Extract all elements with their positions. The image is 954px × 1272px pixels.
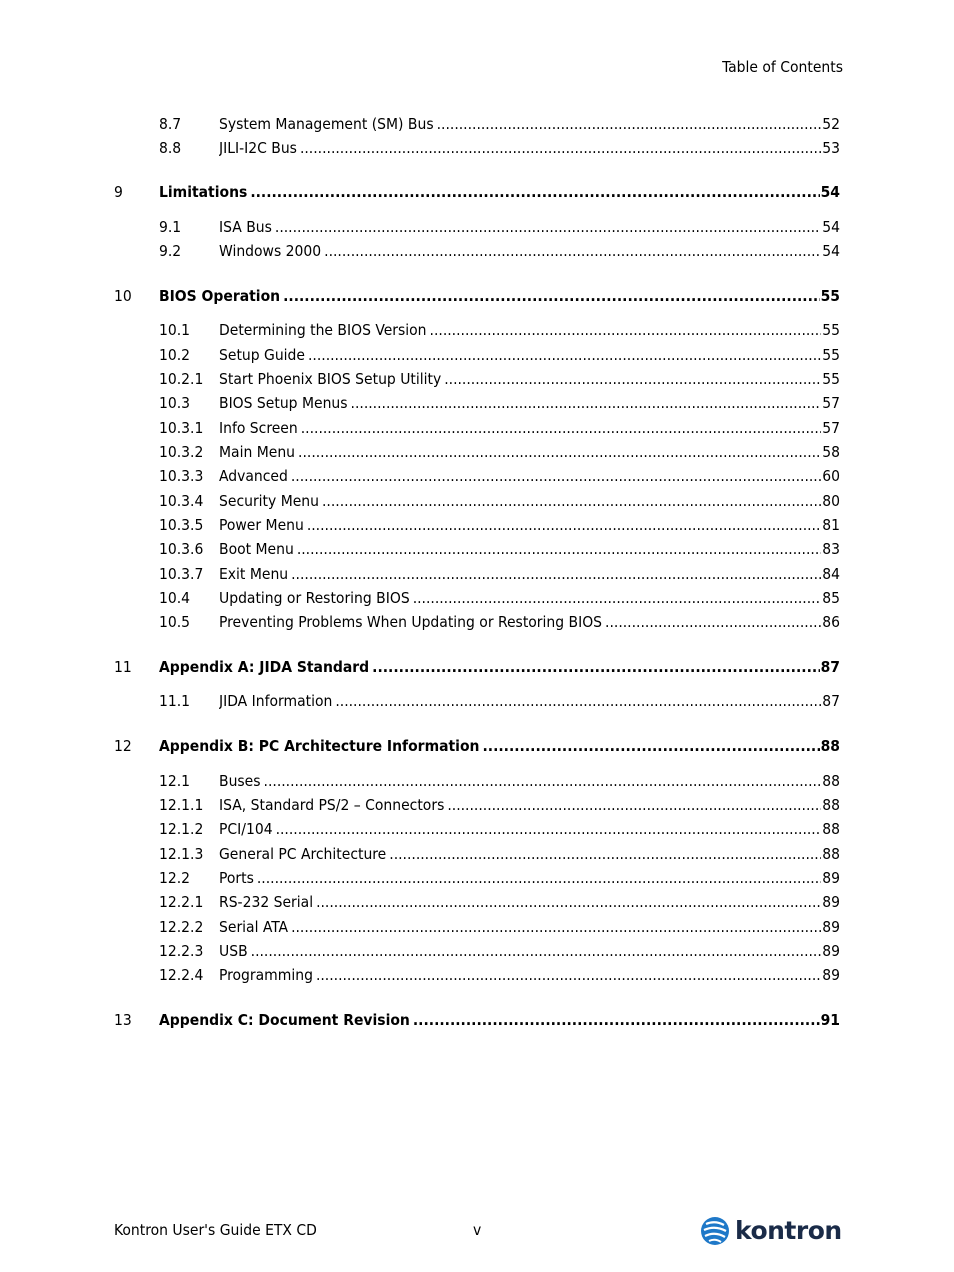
toc-entry-page: 80 xyxy=(822,492,840,510)
toc-section-entry[interactable] xyxy=(0,441,954,463)
dot-leader xyxy=(602,611,821,633)
dot-leader xyxy=(386,843,821,865)
toc-entry-page: 91 xyxy=(820,1011,840,1029)
dot-leader xyxy=(479,735,819,757)
dot-leader xyxy=(280,285,820,307)
toc-entry-title: Ports xyxy=(219,869,254,887)
toc-entry-number: 8.7 xyxy=(159,115,182,133)
toc-entry-title: ISA Bus xyxy=(219,218,272,236)
toc-section-entry[interactable] xyxy=(0,867,954,889)
dot-leader xyxy=(348,392,822,414)
toc-entry-title: Appendix A: JIDA Standard xyxy=(159,658,370,676)
toc-entry-number: 10.3.1 xyxy=(159,419,204,437)
toc-entry-title: BIOS Setup Menus xyxy=(219,394,348,412)
toc-entry-page: 89 xyxy=(822,869,840,887)
toc-entry-number: 9.1 xyxy=(159,218,182,236)
dot-leader xyxy=(261,770,822,792)
toc-entry-title: Security Menu xyxy=(219,492,319,510)
toc-entry-number: 10.5 xyxy=(159,613,191,631)
toc-entry-title: Boot Menu xyxy=(219,540,294,558)
toc-entry-leader-line xyxy=(159,656,840,678)
toc-entry-title: Serial ATA xyxy=(219,918,289,936)
toc-entry-title: Preventing Problems When Updating or Restoring BIOS xyxy=(219,613,603,631)
toc-entry-leader-line xyxy=(219,818,840,840)
toc-entry-title: Programming xyxy=(219,966,313,984)
dot-leader xyxy=(305,344,821,366)
toc-section-entry[interactable] xyxy=(0,417,954,439)
toc-entry-title: Limitations xyxy=(159,183,248,201)
toc-entry-leader-line xyxy=(219,514,840,536)
toc-entry-number: 12.1.2 xyxy=(159,820,204,838)
toc-entry-title: JILI-I2C Bus xyxy=(219,139,297,157)
toc-section-entry[interactable] xyxy=(0,113,954,135)
toc-entry-leader-line xyxy=(219,916,840,938)
toc-entry-number: 10.3.5 xyxy=(159,516,204,534)
toc-section-entry[interactable] xyxy=(0,891,954,913)
toc-entry-page: 87 xyxy=(822,692,840,710)
toc-entry-page: 58 xyxy=(822,443,840,461)
toc-entry-page: 88 xyxy=(822,845,840,863)
dot-leader xyxy=(410,1009,820,1031)
toc-section-entry[interactable] xyxy=(0,216,954,238)
toc-entry-title: Determining the BIOS Version xyxy=(219,321,427,339)
toc-entry-page: 88 xyxy=(822,820,840,838)
toc-entry-title: ISA, Standard PS/2 – Connectors xyxy=(219,796,445,814)
toc-entry-title: System Management (SM) Bus xyxy=(219,115,434,133)
toc-entry-leader-line xyxy=(219,344,840,366)
toc-entry-leader-line xyxy=(219,587,840,609)
toc-entry-leader-line xyxy=(219,368,840,390)
toc-entry-number: 10.2 xyxy=(159,346,191,364)
dot-leader xyxy=(441,368,821,390)
toc-entry-title: Info Screen xyxy=(219,419,298,437)
toc-entry-leader-line xyxy=(219,690,840,712)
dot-leader xyxy=(288,916,821,938)
toc-entry-title: Windows 2000 xyxy=(219,242,322,260)
toc-entry-leader-line xyxy=(219,538,840,560)
toc-entry-page: 86 xyxy=(822,613,840,631)
toc-entry-page: 88 xyxy=(822,772,840,790)
toc-entry-title: Appendix C: Document Revision xyxy=(159,1011,410,1029)
toc-section-entry[interactable] xyxy=(0,392,954,414)
dot-leader xyxy=(321,240,821,262)
toc-entry-number: 10.2.1 xyxy=(159,370,204,388)
toc-entry-title: USB xyxy=(219,942,248,960)
toc-entry-title: Setup Guide xyxy=(219,346,305,364)
dot-leader xyxy=(273,818,822,840)
toc-entry-page: 89 xyxy=(822,893,840,911)
toc-entry-title: Appendix B: PC Architecture Information xyxy=(159,737,480,755)
toc-entry-number: 10.3.7 xyxy=(159,565,204,583)
dot-leader xyxy=(332,690,821,712)
toc-entry-number: 10.4 xyxy=(159,589,191,607)
toc-entry-leader-line xyxy=(219,465,840,487)
toc-section-entry[interactable] xyxy=(0,940,954,962)
dot-leader xyxy=(313,964,821,986)
toc-section-entry[interactable] xyxy=(0,368,954,390)
toc-entry-page: 57 xyxy=(822,394,840,412)
toc-section-entry[interactable] xyxy=(0,611,954,633)
toc-entry-leader-line xyxy=(159,181,840,203)
dot-leader xyxy=(410,587,822,609)
toc-entry-leader-line xyxy=(219,490,840,512)
toc-entry-leader-line xyxy=(159,1009,840,1031)
toc-section-entry[interactable] xyxy=(0,514,954,536)
toc-entry-number: 12.1.1 xyxy=(159,796,204,814)
toc-entry-number: 12.1 xyxy=(159,772,191,790)
toc-section-entry[interactable] xyxy=(0,538,954,560)
toc-entry-title: Main Menu xyxy=(219,443,296,461)
toc-entry-leader-line xyxy=(219,417,840,439)
toc-entry-title: Advanced xyxy=(219,467,288,485)
toc-entry-title: Buses xyxy=(219,772,261,790)
toc-entry-page: 55 xyxy=(820,287,840,305)
toc-entry-leader-line xyxy=(219,891,840,913)
toc-section-entry[interactable] xyxy=(0,843,954,865)
dot-leader xyxy=(304,514,821,536)
toc-entry-number: 10.1 xyxy=(159,321,191,339)
dot-leader xyxy=(288,563,821,585)
toc-section-entry[interactable] xyxy=(0,344,954,366)
toc-entry-leader-line xyxy=(159,285,840,307)
toc-chapter-entry[interactable] xyxy=(0,1009,954,1031)
toc-entry-page: 55 xyxy=(822,370,840,388)
toc-entry-number: 9.2 xyxy=(159,242,182,260)
toc-entry-number: 8.8 xyxy=(159,139,182,157)
toc-entry-title: Start Phoenix BIOS Setup Utility xyxy=(219,370,442,388)
toc-entry-page: 60 xyxy=(822,467,840,485)
toc-entry-leader-line xyxy=(219,392,840,414)
toc-entry-leader-line xyxy=(219,867,840,889)
toc-entry-number: 12.2.3 xyxy=(159,942,204,960)
toc-entry-title: RS-232 Serial xyxy=(219,893,314,911)
toc-entry-page: 85 xyxy=(822,589,840,607)
toc-entry-leader-line xyxy=(159,735,840,757)
toc-entry-number: 10.3.3 xyxy=(159,467,204,485)
dot-leader xyxy=(254,867,821,889)
toc-entry-number: 10.3.2 xyxy=(159,443,204,461)
toc-entry-page: 83 xyxy=(822,540,840,558)
toc-entry-number: 12.2.1 xyxy=(159,893,204,911)
toc-entry-number: 12.2.4 xyxy=(159,966,204,984)
toc-entry-number: 12 xyxy=(114,737,132,755)
toc-entry-leader-line xyxy=(219,843,840,865)
toc-entry-page: 57 xyxy=(822,419,840,437)
toc-section-entry[interactable] xyxy=(0,916,954,938)
dot-leader xyxy=(272,216,821,238)
dot-leader xyxy=(297,137,821,159)
toc-section-entry[interactable] xyxy=(0,137,954,159)
toc-entry-title: Power Menu xyxy=(219,516,304,534)
toc-entry-title: General PC Architecture xyxy=(219,845,387,863)
toc-entry-page: 89 xyxy=(822,942,840,960)
toc-entry-leader-line xyxy=(219,964,840,986)
running-header: Table of Contents xyxy=(722,58,843,76)
toc-entry-page: 54 xyxy=(822,242,840,260)
dot-leader xyxy=(427,319,822,341)
toc-entry-title: BIOS Operation xyxy=(159,287,281,305)
toc-section-entry[interactable] xyxy=(0,770,954,792)
toc-entry-leader-line xyxy=(219,113,840,135)
toc-chapter-entry[interactable] xyxy=(0,285,954,307)
toc-entry-page: 88 xyxy=(822,796,840,814)
kontron-logo-text: kontron xyxy=(735,1215,842,1245)
toc-entry-number: 11.1 xyxy=(159,692,191,710)
toc-section-entry[interactable] xyxy=(0,690,954,712)
toc-entry-page: 52 xyxy=(822,115,840,133)
toc-entry-leader-line xyxy=(219,240,840,262)
toc-entry-number: 9 xyxy=(114,183,123,201)
toc-entry-page: 54 xyxy=(820,183,840,201)
toc-section-entry[interactable] xyxy=(0,818,954,840)
toc-entry-page: 89 xyxy=(822,966,840,984)
toc-entry-number: 10 xyxy=(114,287,132,305)
toc-section-entry[interactable] xyxy=(0,964,954,986)
toc-chapter-entry[interactable] xyxy=(0,735,954,757)
toc-entry-number: 11 xyxy=(114,658,132,676)
toc-entry-number: 10.3.4 xyxy=(159,492,204,510)
toc-entry-number: 10.3 xyxy=(159,394,191,412)
dot-leader xyxy=(295,441,821,463)
dot-leader xyxy=(319,490,821,512)
toc-entry-page: 81 xyxy=(822,516,840,534)
toc-entry-leader-line xyxy=(219,940,840,962)
toc-entry-page: 87 xyxy=(820,658,840,676)
dot-leader xyxy=(444,794,821,816)
toc-section-entry[interactable] xyxy=(0,490,954,512)
kontron-logo xyxy=(700,1215,842,1246)
toc-entry-leader-line xyxy=(219,611,840,633)
dot-leader xyxy=(247,181,819,203)
dot-leader xyxy=(294,538,821,560)
dot-leader xyxy=(369,656,819,678)
toc-entry-page: 53 xyxy=(822,139,840,157)
toc-section-entry[interactable] xyxy=(0,465,954,487)
toc-entry-page: 84 xyxy=(822,565,840,583)
toc-section-entry[interactable] xyxy=(0,240,954,262)
toc-entry-leader-line xyxy=(219,563,840,585)
toc-entry-number: 12.1.3 xyxy=(159,845,204,863)
toc-entry-page: 88 xyxy=(820,737,840,755)
footer-page-number: v xyxy=(473,1221,482,1239)
toc-entry-title: Exit Menu xyxy=(219,565,289,583)
dot-leader xyxy=(248,940,822,962)
toc-entry-title: JIDA Information xyxy=(219,692,333,710)
toc-entry-leader-line xyxy=(219,441,840,463)
toc-entry-number: 10.3.6 xyxy=(159,540,204,558)
toc-entry-title: PCI/104 xyxy=(219,820,273,838)
toc-entry-page: 89 xyxy=(822,918,840,936)
toc-entry-number: 13 xyxy=(114,1011,132,1029)
toc-entry-leader-line xyxy=(219,137,840,159)
toc-section-entry[interactable] xyxy=(0,587,954,609)
dot-leader xyxy=(288,465,821,487)
kontron-logo-icon xyxy=(700,1216,730,1246)
toc-chapter-entry[interactable] xyxy=(0,656,954,678)
toc-entry-title: Updating or Restoring BIOS xyxy=(219,589,410,607)
toc-chapter-entry[interactable] xyxy=(0,181,954,203)
toc-entry-page: 54 xyxy=(822,218,840,236)
toc-entry-page: 55 xyxy=(822,321,840,339)
toc-section-entry[interactable] xyxy=(0,794,954,816)
footer-doc-title: Kontron User's Guide ETX CD xyxy=(114,1221,317,1239)
toc-section-entry[interactable] xyxy=(0,319,954,341)
toc-entry-leader-line xyxy=(219,794,840,816)
toc-entry-leader-line xyxy=(219,770,840,792)
toc-entry-leader-line xyxy=(219,319,840,341)
dot-leader xyxy=(313,891,821,913)
dot-leader xyxy=(298,417,822,439)
toc-entry-leader-line xyxy=(219,216,840,238)
toc-entry-page: 55 xyxy=(822,346,840,364)
toc-entry-number: 12.2 xyxy=(159,869,191,887)
dot-leader xyxy=(434,113,822,135)
toc-section-entry[interactable] xyxy=(0,563,954,585)
toc-entry-number: 12.2.2 xyxy=(159,918,204,936)
